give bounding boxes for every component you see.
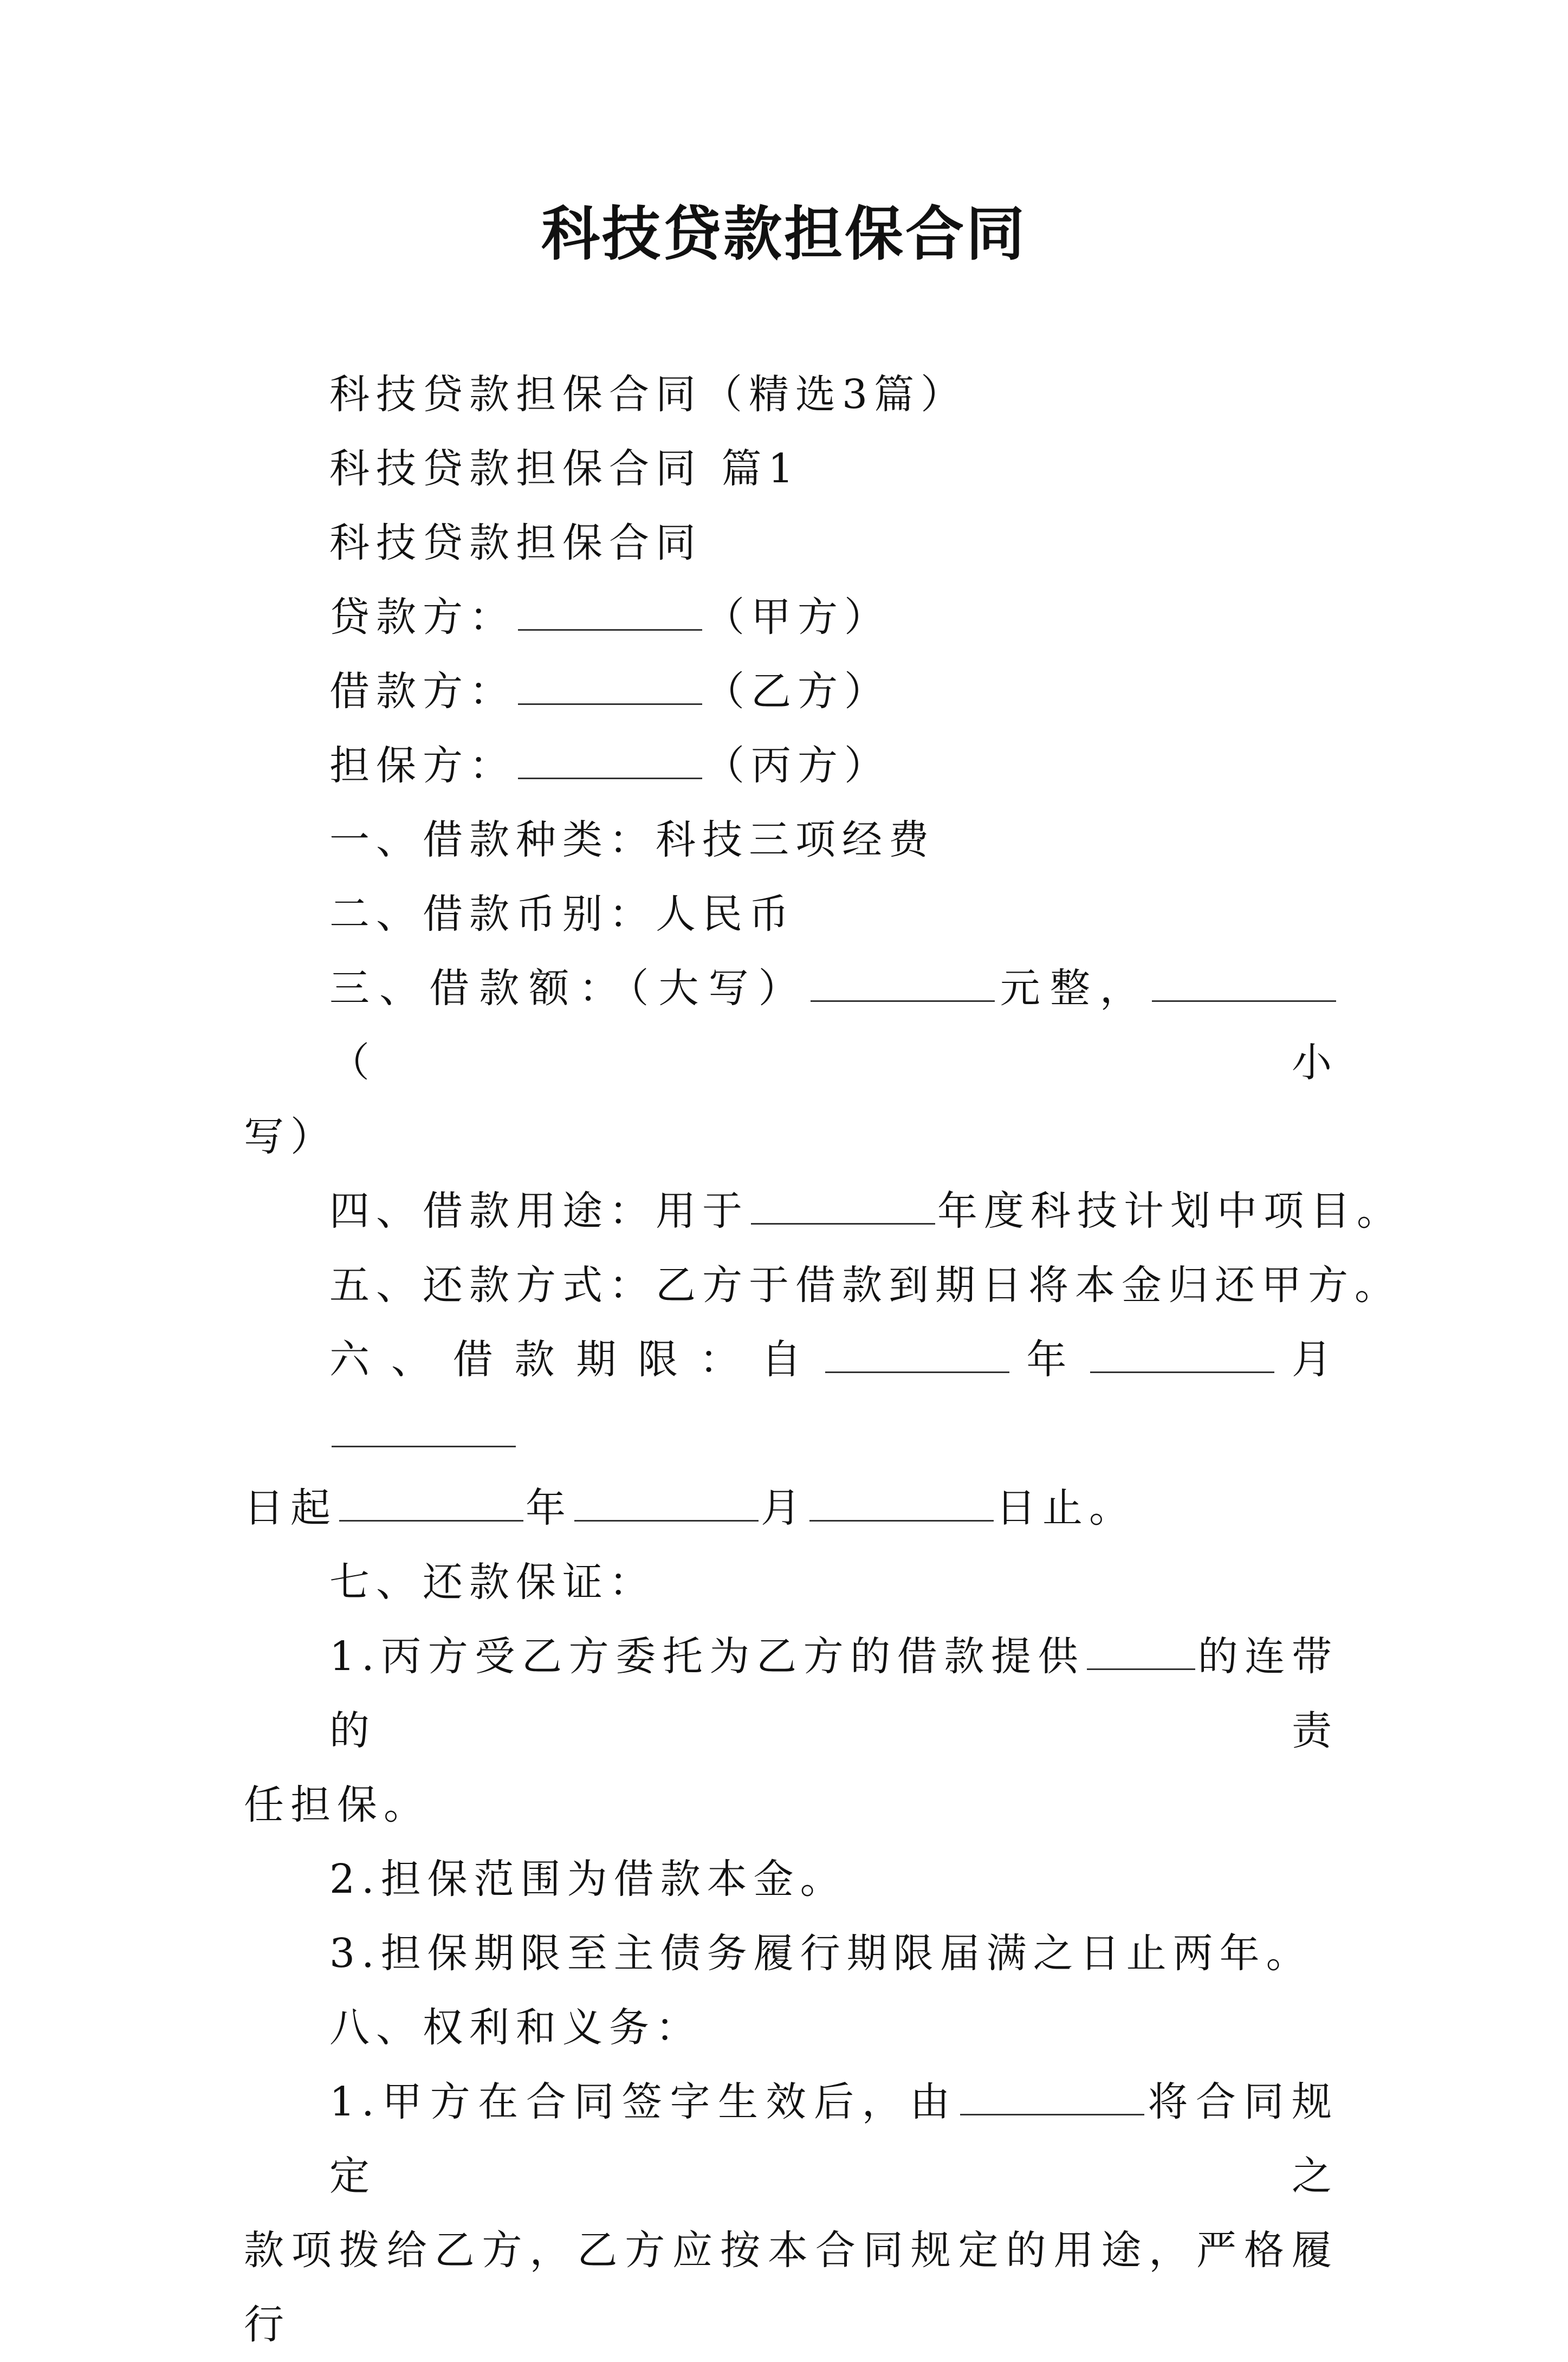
blank-field — [960, 2080, 1144, 2115]
blank-field — [825, 1338, 1009, 1373]
text: 日起 — [244, 1485, 337, 1531]
blank-field — [1090, 1338, 1274, 1373]
text: 四、借款用途：用于 — [329, 1188, 749, 1234]
text: 元整， — [996, 965, 1150, 1012]
text: 1.丙方受乙方委托为乙方的借款提供 — [329, 1633, 1085, 1680]
blank-field — [1152, 967, 1336, 1002]
paragraph-lender — [244, 580, 1338, 655]
text: 月 — [1277, 1336, 1339, 1383]
text: 三、借款额：（大写） — [329, 965, 808, 1012]
text: 的连带的责 — [329, 1633, 1339, 1754]
text: （小 — [329, 1039, 1338, 1086]
document-body — [244, 358, 1403, 2362]
text: 借款方： — [329, 668, 516, 715]
blank-field — [574, 1486, 759, 1522]
blank-field — [332, 1412, 516, 1447]
blank-field — [1087, 1635, 1195, 1670]
paragraph-rights-1 — [244, 2065, 1338, 2214]
paragraph-guarantee-3 — [244, 1917, 1338, 1991]
text: 科技贷款担保合同（精选3篇） — [329, 371, 968, 418]
blank-field — [518, 744, 702, 779]
text: 科技贷款担保合同 — [329, 520, 702, 566]
paragraph-loan-term — [244, 1323, 1338, 1471]
paragraph-guarantor — [244, 729, 1338, 803]
text: 贷款方： — [329, 594, 516, 640]
blank-field — [518, 596, 702, 631]
paragraph-loan-term-cont — [244, 1471, 1338, 1545]
paragraph-section-heading — [244, 432, 1338, 506]
text: 日止。 — [996, 1485, 1136, 1531]
paragraph-loan-type — [244, 803, 1338, 877]
paragraph-loan-purpose — [244, 1174, 1403, 1248]
text: 五、还款方式：乙方于借款到期日将本金归还甲方。 — [329, 1262, 1401, 1309]
blank-field — [809, 1486, 994, 1522]
paragraph-contract-name — [244, 506, 1338, 580]
blank-field — [339, 1486, 523, 1522]
text: 1.甲方在合同签字生效后，由 — [329, 2079, 958, 2125]
blank-field — [751, 1189, 935, 1225]
paragraph-loan-amount-cont — [244, 1100, 1338, 1174]
text: 二、借款币别：人民币 — [329, 891, 795, 937]
paragraph-rights-obligations — [244, 1991, 1338, 2065]
text: 科技贷款担保合同 篇1 — [329, 445, 800, 492]
paragraph-loan-amount — [244, 952, 1338, 1100]
text: （甲方） — [704, 594, 891, 640]
text: （乙方） — [704, 668, 891, 715]
text: 月 — [761, 1485, 807, 1531]
paragraph-guarantee-2 — [244, 1842, 1338, 1917]
text: 八、权利和义务： — [329, 2004, 702, 2051]
text: 写） — [244, 1114, 337, 1160]
paragraph-guarantee-1 — [244, 1620, 1338, 1768]
paragraph-borrower — [244, 655, 1338, 729]
blank-field — [811, 967, 995, 1002]
text: 一、借款种类：科技三项经费 — [329, 817, 935, 863]
document-title: 科技贷款担保合同 — [541, 200, 1027, 268]
text: 七、还款保证： — [329, 1559, 656, 1606]
text: 年 — [1011, 1336, 1088, 1383]
paragraph-rights-1-cont — [244, 2214, 1338, 2362]
text: （丙方） — [704, 742, 891, 789]
blank-field — [518, 670, 702, 705]
text: 3.担保期限至主债务履行期限届满之日止两年。 — [329, 1930, 1313, 1977]
paragraph-guarantee-1-cont — [244, 1768, 1338, 1842]
text: 任担保。 — [244, 1782, 430, 1828]
text: 六、借款期限：自 — [329, 1336, 823, 1383]
text: 年度科技计划中项目。 — [937, 1188, 1403, 1234]
text: 担保方： — [329, 742, 516, 789]
paragraph-repayment-guarantee — [244, 1545, 1338, 1620]
text: 2.担保范围为借款本金。 — [329, 1856, 847, 1902]
paragraph-loan-currency — [244, 877, 1338, 952]
text: 将合同规定之 — [329, 2079, 1339, 2199]
text: 款项拨给乙方，乙方应按本合同规定的用途，严格履行 — [244, 2227, 1338, 2348]
paragraph-repayment-method — [244, 1248, 1401, 1323]
paragraph-collection-title — [244, 358, 1338, 432]
text: 年 — [526, 1485, 572, 1531]
